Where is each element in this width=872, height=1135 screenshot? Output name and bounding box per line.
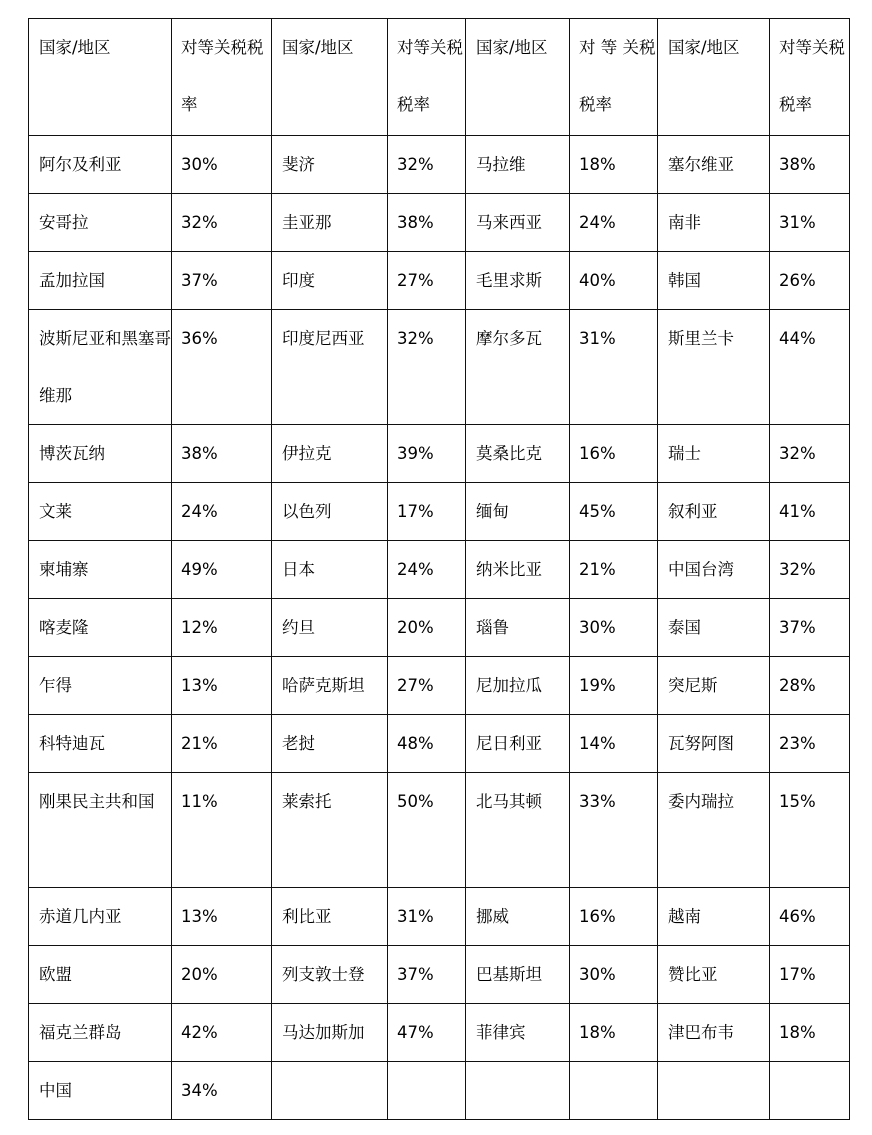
rate-cell: [570, 599, 658, 657]
country-cell: [29, 425, 172, 483]
country-label: 日本: [282, 560, 315, 579]
rate-value: 20%: [397, 618, 434, 637]
country-cell: [272, 252, 388, 310]
rate-value: 47%: [397, 1023, 434, 1042]
rate-value: 45%: [579, 502, 616, 521]
country-cell: [29, 657, 172, 715]
rate-cell: [172, 252, 272, 310]
rate-value: 31%: [779, 213, 816, 232]
rate-value: 11%: [181, 792, 218, 811]
table-row: [29, 252, 850, 310]
rate-cell: [570, 194, 658, 252]
rate-value: 17%: [397, 502, 434, 521]
country-label: 柬埔寨: [39, 560, 89, 579]
rate-cell: [770, 599, 850, 657]
rate-value: 13%: [181, 907, 218, 926]
rate-value: 46%: [779, 907, 816, 926]
country-cell: [658, 888, 770, 946]
rate-cell: [388, 946, 466, 1004]
country-cell: [29, 946, 172, 1004]
rate-value: 37%: [779, 618, 816, 637]
rate-value: 40%: [579, 271, 616, 290]
country-cell: [272, 888, 388, 946]
country-cell: [466, 136, 570, 194]
country-cell: [466, 599, 570, 657]
country-label: 刚果民主共和国: [39, 792, 155, 811]
country-cell: [658, 1004, 770, 1062]
table-row: [29, 1062, 850, 1120]
rate-value: 30%: [181, 155, 218, 174]
rate-cell: [172, 425, 272, 483]
rate-value: 38%: [397, 213, 434, 232]
rate-value: 48%: [397, 734, 434, 753]
rate-value: 32%: [779, 444, 816, 463]
country-cell: [272, 425, 388, 483]
rate-cell: [770, 888, 850, 946]
rate-cell: [770, 252, 850, 310]
rate-value: 30%: [579, 618, 616, 637]
country-label: 瓦努阿图: [668, 734, 734, 753]
country-label: 科特迪瓦: [39, 734, 105, 753]
rate-cell: [388, 19, 466, 136]
rate-cell: [570, 1004, 658, 1062]
rate-cell: [770, 715, 850, 773]
country-cell: [466, 425, 570, 483]
rate-value: 27%: [397, 676, 434, 695]
rate-value: 18%: [779, 1023, 816, 1042]
rate-value: 42%: [181, 1023, 218, 1042]
country-label: 文莱: [39, 502, 72, 521]
country-label: 尼加拉瓜: [476, 676, 542, 695]
country-label: 菲律宾: [476, 1023, 526, 1042]
country-label: 国家/地区: [476, 38, 548, 57]
country-label: 国家/地区: [39, 38, 111, 57]
rate-cell: [172, 888, 272, 946]
rate-cell: [570, 1062, 658, 1120]
rate-cell: [388, 136, 466, 194]
rate-value: 33%: [579, 792, 616, 811]
country-label: 北马其顿: [476, 792, 542, 811]
rate-cell: [570, 136, 658, 194]
country-label: 伊拉克: [282, 444, 332, 463]
country-cell: [272, 715, 388, 773]
country-label: 赞比亚: [668, 965, 718, 984]
country-label: 斐济: [282, 155, 315, 174]
rate-cell: [570, 252, 658, 310]
country-label: 约旦: [282, 618, 315, 637]
country-cell: [658, 946, 770, 1004]
rate-cell: [570, 888, 658, 946]
country-label: 韩国: [668, 271, 701, 290]
rate-cell: [388, 599, 466, 657]
country-label: 赤道几内亚: [39, 907, 122, 926]
country-label: 阿尔及利亚: [39, 155, 122, 174]
country-label: 欧盟: [39, 965, 72, 984]
country-cell: [29, 599, 172, 657]
country-label: 瑙鲁: [476, 618, 509, 637]
country-label: 列支敦士登: [282, 965, 365, 984]
rate-value: 21%: [181, 734, 218, 753]
country-label: 利比亚: [282, 907, 332, 926]
country-cell: [272, 483, 388, 541]
country-cell: [466, 946, 570, 1004]
rate-value: 17%: [779, 965, 816, 984]
country-label: 国家/地区: [668, 38, 740, 57]
country-cell: [29, 194, 172, 252]
rate-value: 38%: [779, 155, 816, 174]
country-label: 津巴布韦: [668, 1023, 734, 1042]
country-cell: [272, 1004, 388, 1062]
rate-value: 18%: [579, 155, 616, 174]
rate-value: 26%: [779, 271, 816, 290]
rate-cell: [570, 541, 658, 599]
country-cell: [466, 715, 570, 773]
country-label: 以色列: [282, 502, 332, 521]
rate-cell: [388, 425, 466, 483]
country-cell: [466, 773, 570, 888]
country-label: 乍得: [39, 676, 72, 695]
rate-cell: [770, 773, 850, 888]
header-row: [29, 19, 850, 136]
rate-value: 49%: [181, 560, 218, 579]
country-label: 瑞士: [668, 444, 701, 463]
rate-cell: [172, 483, 272, 541]
country-cell: [658, 252, 770, 310]
rate-value: 24%: [397, 560, 434, 579]
country-label: 斯里兰卡: [668, 329, 734, 348]
country-cell: [272, 19, 388, 136]
rate-value: 23%: [779, 734, 816, 753]
rate-cell: [388, 483, 466, 541]
rate-value: 30%: [579, 965, 616, 984]
country-cell: [29, 310, 172, 425]
rate-value: 18%: [579, 1023, 616, 1042]
rate-value: 12%: [181, 618, 218, 637]
rate-cell: [172, 1062, 272, 1120]
country-label: 马拉维: [476, 155, 526, 174]
country-label: 福克兰群岛: [39, 1023, 122, 1042]
country-cell: [29, 888, 172, 946]
country-cell: [29, 773, 172, 888]
rate-cell: [172, 599, 272, 657]
table-row: [29, 194, 850, 252]
country-cell: [658, 19, 770, 136]
country-cell: [658, 483, 770, 541]
country-cell: [658, 425, 770, 483]
country-label: 突尼斯: [668, 676, 718, 695]
rate-value: 13%: [181, 676, 218, 695]
country-cell: [466, 483, 570, 541]
rate-value: 32%: [181, 213, 218, 232]
rate-cell: [172, 773, 272, 888]
country-cell: [29, 483, 172, 541]
table-row: [29, 888, 850, 946]
rate-value: 20%: [181, 965, 218, 984]
rate-cell: [570, 715, 658, 773]
country-cell: [466, 194, 570, 252]
country-cell: [272, 1062, 388, 1120]
rate-cell: [770, 136, 850, 194]
rate-value: 对 等 关税税率: [579, 38, 656, 114]
rate-cell: [388, 1062, 466, 1120]
country-cell: [658, 1062, 770, 1120]
rate-cell: [388, 773, 466, 888]
rate-cell: [172, 657, 272, 715]
country-label: 尼日利亚: [476, 734, 542, 753]
rate-cell: [570, 425, 658, 483]
table-row: [29, 425, 850, 483]
country-label: 马来西亚: [476, 213, 542, 232]
country-cell: [272, 194, 388, 252]
rate-value: 28%: [779, 676, 816, 695]
tariff-table: [28, 18, 850, 1120]
rate-cell: [770, 310, 850, 425]
country-label: 毛里求斯: [476, 271, 542, 290]
country-cell: [29, 1062, 172, 1120]
rate-value: 24%: [579, 213, 616, 232]
country-cell: [272, 946, 388, 1004]
rate-value: 39%: [397, 444, 434, 463]
country-cell: [658, 715, 770, 773]
rate-cell: [770, 194, 850, 252]
table-row: [29, 136, 850, 194]
country-label: 波斯尼亚和黑塞哥维那: [39, 329, 171, 405]
country-label: 哈萨克斯坦: [282, 676, 365, 695]
country-cell: [272, 773, 388, 888]
rate-cell: [570, 946, 658, 1004]
rate-cell: [770, 1062, 850, 1120]
rate-value: 15%: [779, 792, 816, 811]
country-label: 中国台湾: [668, 560, 734, 579]
country-label: 孟加拉国: [39, 271, 105, 290]
country-cell: [272, 310, 388, 425]
country-cell: [658, 773, 770, 888]
country-cell: [466, 19, 570, 136]
rate-value: 14%: [579, 734, 616, 753]
rate-cell: [172, 1004, 272, 1062]
country-label: 巴基斯坦: [476, 965, 542, 984]
table-row: [29, 483, 850, 541]
country-label: 印度尼西亚: [282, 329, 365, 348]
rate-cell: [388, 252, 466, 310]
rate-cell: [172, 19, 272, 136]
rate-cell: [388, 541, 466, 599]
rate-value: 44%: [779, 329, 816, 348]
rate-cell: [172, 310, 272, 425]
rate-value: 31%: [397, 907, 434, 926]
country-label: 印度: [282, 271, 315, 290]
rate-cell: [770, 946, 850, 1004]
table-row: [29, 773, 850, 888]
country-label: 安哥拉: [39, 213, 89, 232]
rate-value: 37%: [181, 271, 218, 290]
country-label: 摩尔多瓦: [476, 329, 542, 348]
country-cell: [658, 657, 770, 715]
rate-value: 对等关税税率: [181, 38, 264, 114]
rate-cell: [770, 657, 850, 715]
rate-cell: [388, 194, 466, 252]
country-cell: [29, 136, 172, 194]
rate-value: 21%: [579, 560, 616, 579]
rate-cell: [770, 19, 850, 136]
rate-value: 34%: [181, 1081, 218, 1100]
rate-value: 27%: [397, 271, 434, 290]
country-cell: [466, 1062, 570, 1120]
rate-cell: [570, 310, 658, 425]
country-cell: [29, 715, 172, 773]
country-label: 莫桑比克: [476, 444, 542, 463]
rate-value: 对等关税税率: [779, 38, 845, 114]
country-label: 叙利亚: [668, 502, 718, 521]
country-cell: [29, 1004, 172, 1062]
rate-cell: [770, 1004, 850, 1062]
country-label: 中国: [39, 1081, 72, 1100]
country-cell: [658, 541, 770, 599]
rate-cell: [770, 541, 850, 599]
country-label: 挪威: [476, 907, 509, 926]
rate-value: 31%: [579, 329, 616, 348]
country-cell: [272, 599, 388, 657]
country-label: 莱索托: [282, 792, 332, 811]
country-cell: [466, 541, 570, 599]
rate-value: 50%: [397, 792, 434, 811]
rate-value: 41%: [779, 502, 816, 521]
rate-cell: [388, 1004, 466, 1062]
rate-cell: [172, 194, 272, 252]
country-label: 塞尔维亚: [668, 155, 734, 174]
country-label: 圭亚那: [282, 213, 332, 232]
country-cell: [658, 136, 770, 194]
rate-cell: [172, 136, 272, 194]
rate-value: 32%: [779, 560, 816, 579]
country-label: 国家/地区: [282, 38, 354, 57]
rate-cell: [172, 715, 272, 773]
country-label: 老挝: [282, 734, 315, 753]
rate-cell: [172, 946, 272, 1004]
rate-cell: [388, 888, 466, 946]
rate-value: 37%: [397, 965, 434, 984]
rate-value: 对等关税税率: [397, 38, 463, 114]
country-cell: [466, 310, 570, 425]
table-row: [29, 715, 850, 773]
rate-cell: [770, 483, 850, 541]
table-row: [29, 310, 850, 425]
rate-cell: [570, 483, 658, 541]
rate-value: 32%: [397, 155, 434, 174]
country-cell: [466, 888, 570, 946]
country-cell: [272, 657, 388, 715]
table-row: [29, 541, 850, 599]
country-label: 南非: [668, 213, 701, 232]
country-label: 博茨瓦纳: [39, 444, 105, 463]
country-label: 缅甸: [476, 502, 509, 521]
rate-value: 32%: [397, 329, 434, 348]
table-body: [29, 19, 850, 1120]
rate-value: 36%: [181, 329, 218, 348]
rate-value: 16%: [579, 907, 616, 926]
table-row: [29, 599, 850, 657]
country-cell: [658, 194, 770, 252]
country-cell: [658, 310, 770, 425]
rate-cell: [770, 425, 850, 483]
rate-cell: [388, 715, 466, 773]
country-cell: [29, 252, 172, 310]
country-cell: [466, 252, 570, 310]
country-cell: [29, 19, 172, 136]
table-row: [29, 657, 850, 715]
country-cell: [466, 657, 570, 715]
rate-cell: [570, 773, 658, 888]
rate-value: 38%: [181, 444, 218, 463]
rate-cell: [570, 19, 658, 136]
rate-value: 16%: [579, 444, 616, 463]
country-label: 委内瑞拉: [668, 792, 734, 811]
country-cell: [658, 599, 770, 657]
rate-cell: [388, 310, 466, 425]
rate-cell: [172, 541, 272, 599]
country-cell: [29, 541, 172, 599]
country-label: 纳米比亚: [476, 560, 542, 579]
rate-cell: [388, 657, 466, 715]
rate-value: 24%: [181, 502, 218, 521]
rate-cell: [570, 657, 658, 715]
country-cell: [272, 136, 388, 194]
table-row: [29, 946, 850, 1004]
country-label: 泰国: [668, 618, 701, 637]
country-label: 喀麦隆: [39, 618, 89, 637]
country-label: 马达加斯加: [282, 1023, 365, 1042]
country-label: 越南: [668, 907, 701, 926]
country-cell: [466, 1004, 570, 1062]
table-row: [29, 1004, 850, 1062]
rate-value: 19%: [579, 676, 616, 695]
country-cell: [272, 541, 388, 599]
